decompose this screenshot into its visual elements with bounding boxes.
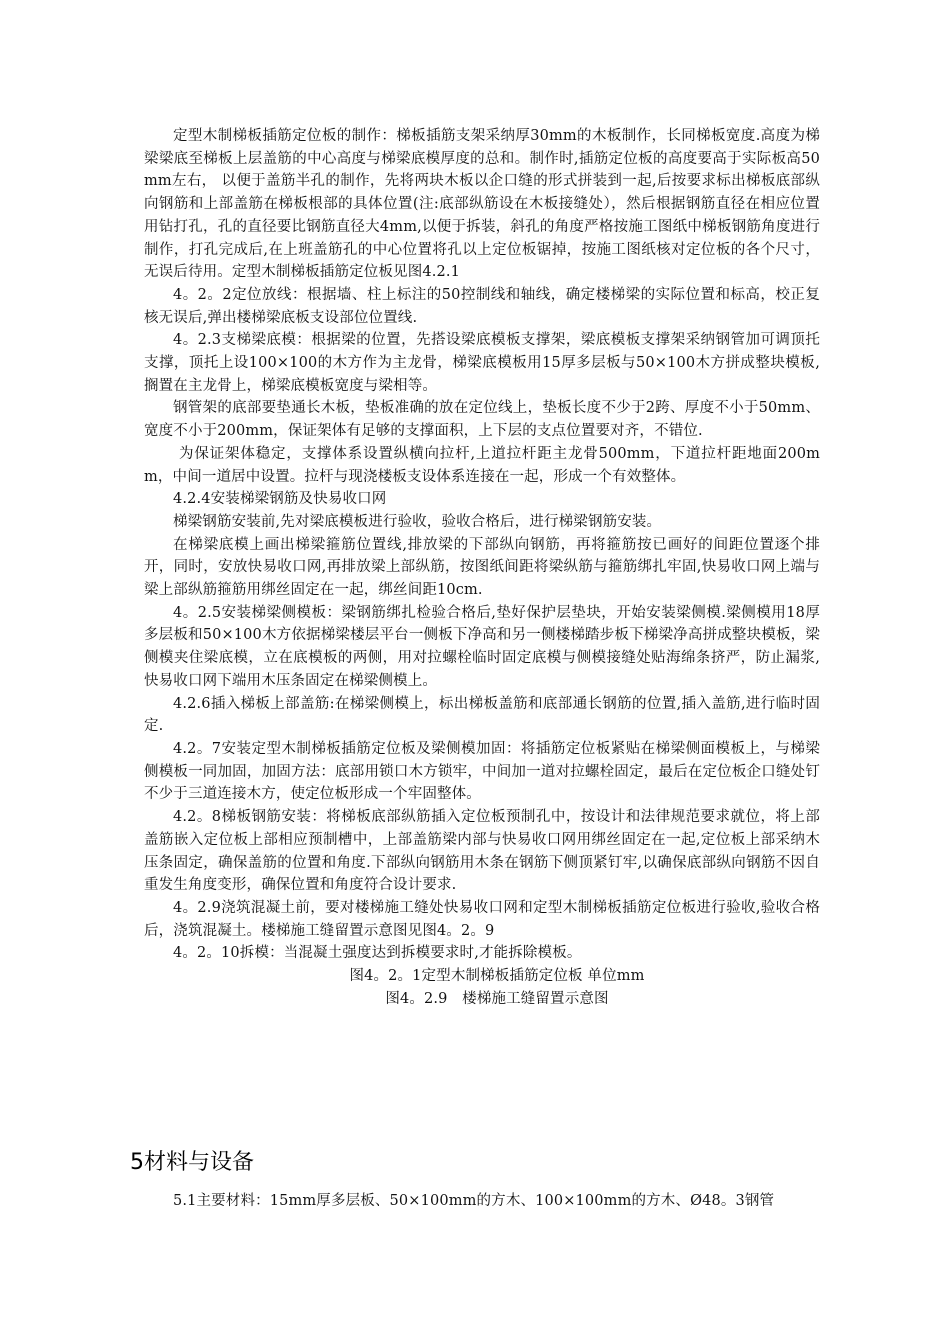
- figure-caption-4-2-1: 图4。2。1定型木制梯板插筋定位板 单位mm: [349, 968, 645, 985]
- paragraph-steel-frame: 钢管架的底部要垫通长木板，垫板准确的放在定位线上，垫板长度不少于2跨、厚度不小于50mm、宽度不小于200mm，保证架体有足够的支撑面积，上下层的支点位置要对齐，不错位.: [144, 400, 820, 440]
- paragraph-4-2-3: 4。2.3支梯梁底模：根据梁的位置，先搭设梁底模板支撑架，梁底模板支撑架采纳钢管加可调顶托支撑，顶托上设100×100的木方作为主龙骨，梯梁底模板用15厚多层板与50×100木方拼成整块模板,搁置在主龙骨上，梯梁底模板宽度与梁相等。: [144, 332, 820, 394]
- section-heading: 5材料与设备: [130, 1150, 254, 1175]
- paragraph-positioning-board: 定型木制梯板插筋定位板的制作：梯板插筋支架采纳厚30mm的木板制作，长同梯板宽度.高度为梯梁梁底至梯板上层盖筋的中心高度与梯梁底模厚度的总和。制作时,插筋定位板的高度要高于实际板高50mm左右， 以便于盖筋半孔的制作，先将两块木板以企口缝的形式拼装到一起,后按要求标出梯板底部纵向钢筋和上部盖筋在梯板根部的具体位置(注:底部纵筋设在木板接缝处），然后根据钢筋直径在相应位置用钻打孔，孔的直径要比钢筋直径大4mm,以便于拆装，斜孔的角度严格按施工图纸中梯板钢筋角度进行制作，打孔完成后,在上班盖筋孔的中心位置将孔以上定位板锯掉，按施工图纸核对定位板的各个尺寸，无误后待用。定型木制梯板插筋定位板见图4.2.1: [144, 128, 820, 281]
- paragraph-beam-rebar: 梯梁钢筋安装前,先对梁底模板进行验收，验收合格后，进行梯梁钢筋安装。: [173, 513, 662, 530]
- paragraph-4-2-10: 4。2。10拆模：当混凝土强度达到拆模要求时,才能拆除模板。: [173, 945, 582, 962]
- paragraph-stirrup: 在梯梁底模上画出梯梁箍筋位置线,排放梁的下部纵向钢筋，再将箍筋按已画好的间距位置逐个排开，同时，安放快易收口网,再排放梁上部纵筋，按图纸间距将梁纵筋与箍筋绑扎牢固,快易收口网上端与梁上部纵筋箍筋用绑丝固定在一起，绑丝间距10cm.: [144, 536, 820, 599]
- paragraph-4-2-4: 4.2.4安装梯梁钢筋及快易收口网: [173, 491, 387, 508]
- paragraph-4-2-7: 4.2。7安装定型木制梯板插筋定位板及梁侧模加固：将插筋定位板紧贴在梯梁侧面模板上，与梯梁侧模板一同加固，加固方法：底部用锁口木方锁牢，中间加一道对拉螺栓固定，最后在定位板企口缝处钉不少于三道连接木方，使定位板形成一个牢固整体。: [144, 740, 820, 803]
- paragraph-4-2-9: 4。2.9浇筑混凝土前，要对楼梯施工缝处快易收口网和定型木制梯板插筋定位板进行验收,验收合格后，浇筑混凝土。楼梯施工缝留置示意图见图4。2。9: [144, 899, 820, 939]
- paragraph-5-1: 5.1主要材料：15mm厚多层板、50×100mm的方木、100×100mm的方木、Ø48。3钢管: [173, 1193, 775, 1209]
- paragraph-stability: 为保证架体稳定，支撑体系设置纵横向拉杆,上道拉杆距主龙骨500mm，下道拉杆距地面200mm，中间一道居中设置。拉杆与现浇楼板支设体系连接在一起，形成一个有效整体。: [144, 445, 820, 485]
- paragraph-4-2-2: 4。2。2定位放线：根据墙、柱上标注的50控制线和轴线，确定楼梯梁的实际位置和标高，校正复核无误后,弹出楼梯梁底板支设部位位置线.: [144, 286, 820, 326]
- paragraph-4-2-6: 4.2.6插入梯板上部盖筋:在梯梁侧模上，标出梯板盖筋和底部通长钢筋的位置,插入盖筋,进行临时固定.: [144, 695, 820, 735]
- body-text: [144, 125, 820, 1010]
- paragraph-4-2-8: 4.2。8梯板钢筋安装：将梯板底部纵筋插入定位板预制孔中，按设计和法律规范要求就位，将上部盖筋嵌入定位板上部相应预制槽中，上部盖筋梁内部与快易收口网用绑丝固定在一起,定位板上部采纳木压条固定，确保盖筋的位置和角度.下部纵向钢筋用木条在钢筋下侧顶紧钉牢,以确保底部纵向钢筋不因自重发生角度变形，确保位置和角度符合设计要求.: [144, 809, 820, 894]
- paragraph-4-2-5: 4。2.5安装梯梁侧模板：梁钢筋绑扎检验合格后,垫好保护层垫块，开始安装梁侧模.梁侧模用18厚多层板和50×100木方依据梯梁楼层平台一侧板下净高和另一侧楼梯踏步板下梯梁净高拼成整块模板，梁侧模夹住梁底模，立在底模板的两侧，用对拉螺栓临时固定底模与侧模接缝处贴海绵条挤严，防止漏浆,快易收口网下端用木压条固定在梯梁侧模上。: [144, 604, 820, 689]
- figure-caption-4-2-9: 图4。2.9 楼梯施工缝留置示意图: [385, 990, 609, 1007]
